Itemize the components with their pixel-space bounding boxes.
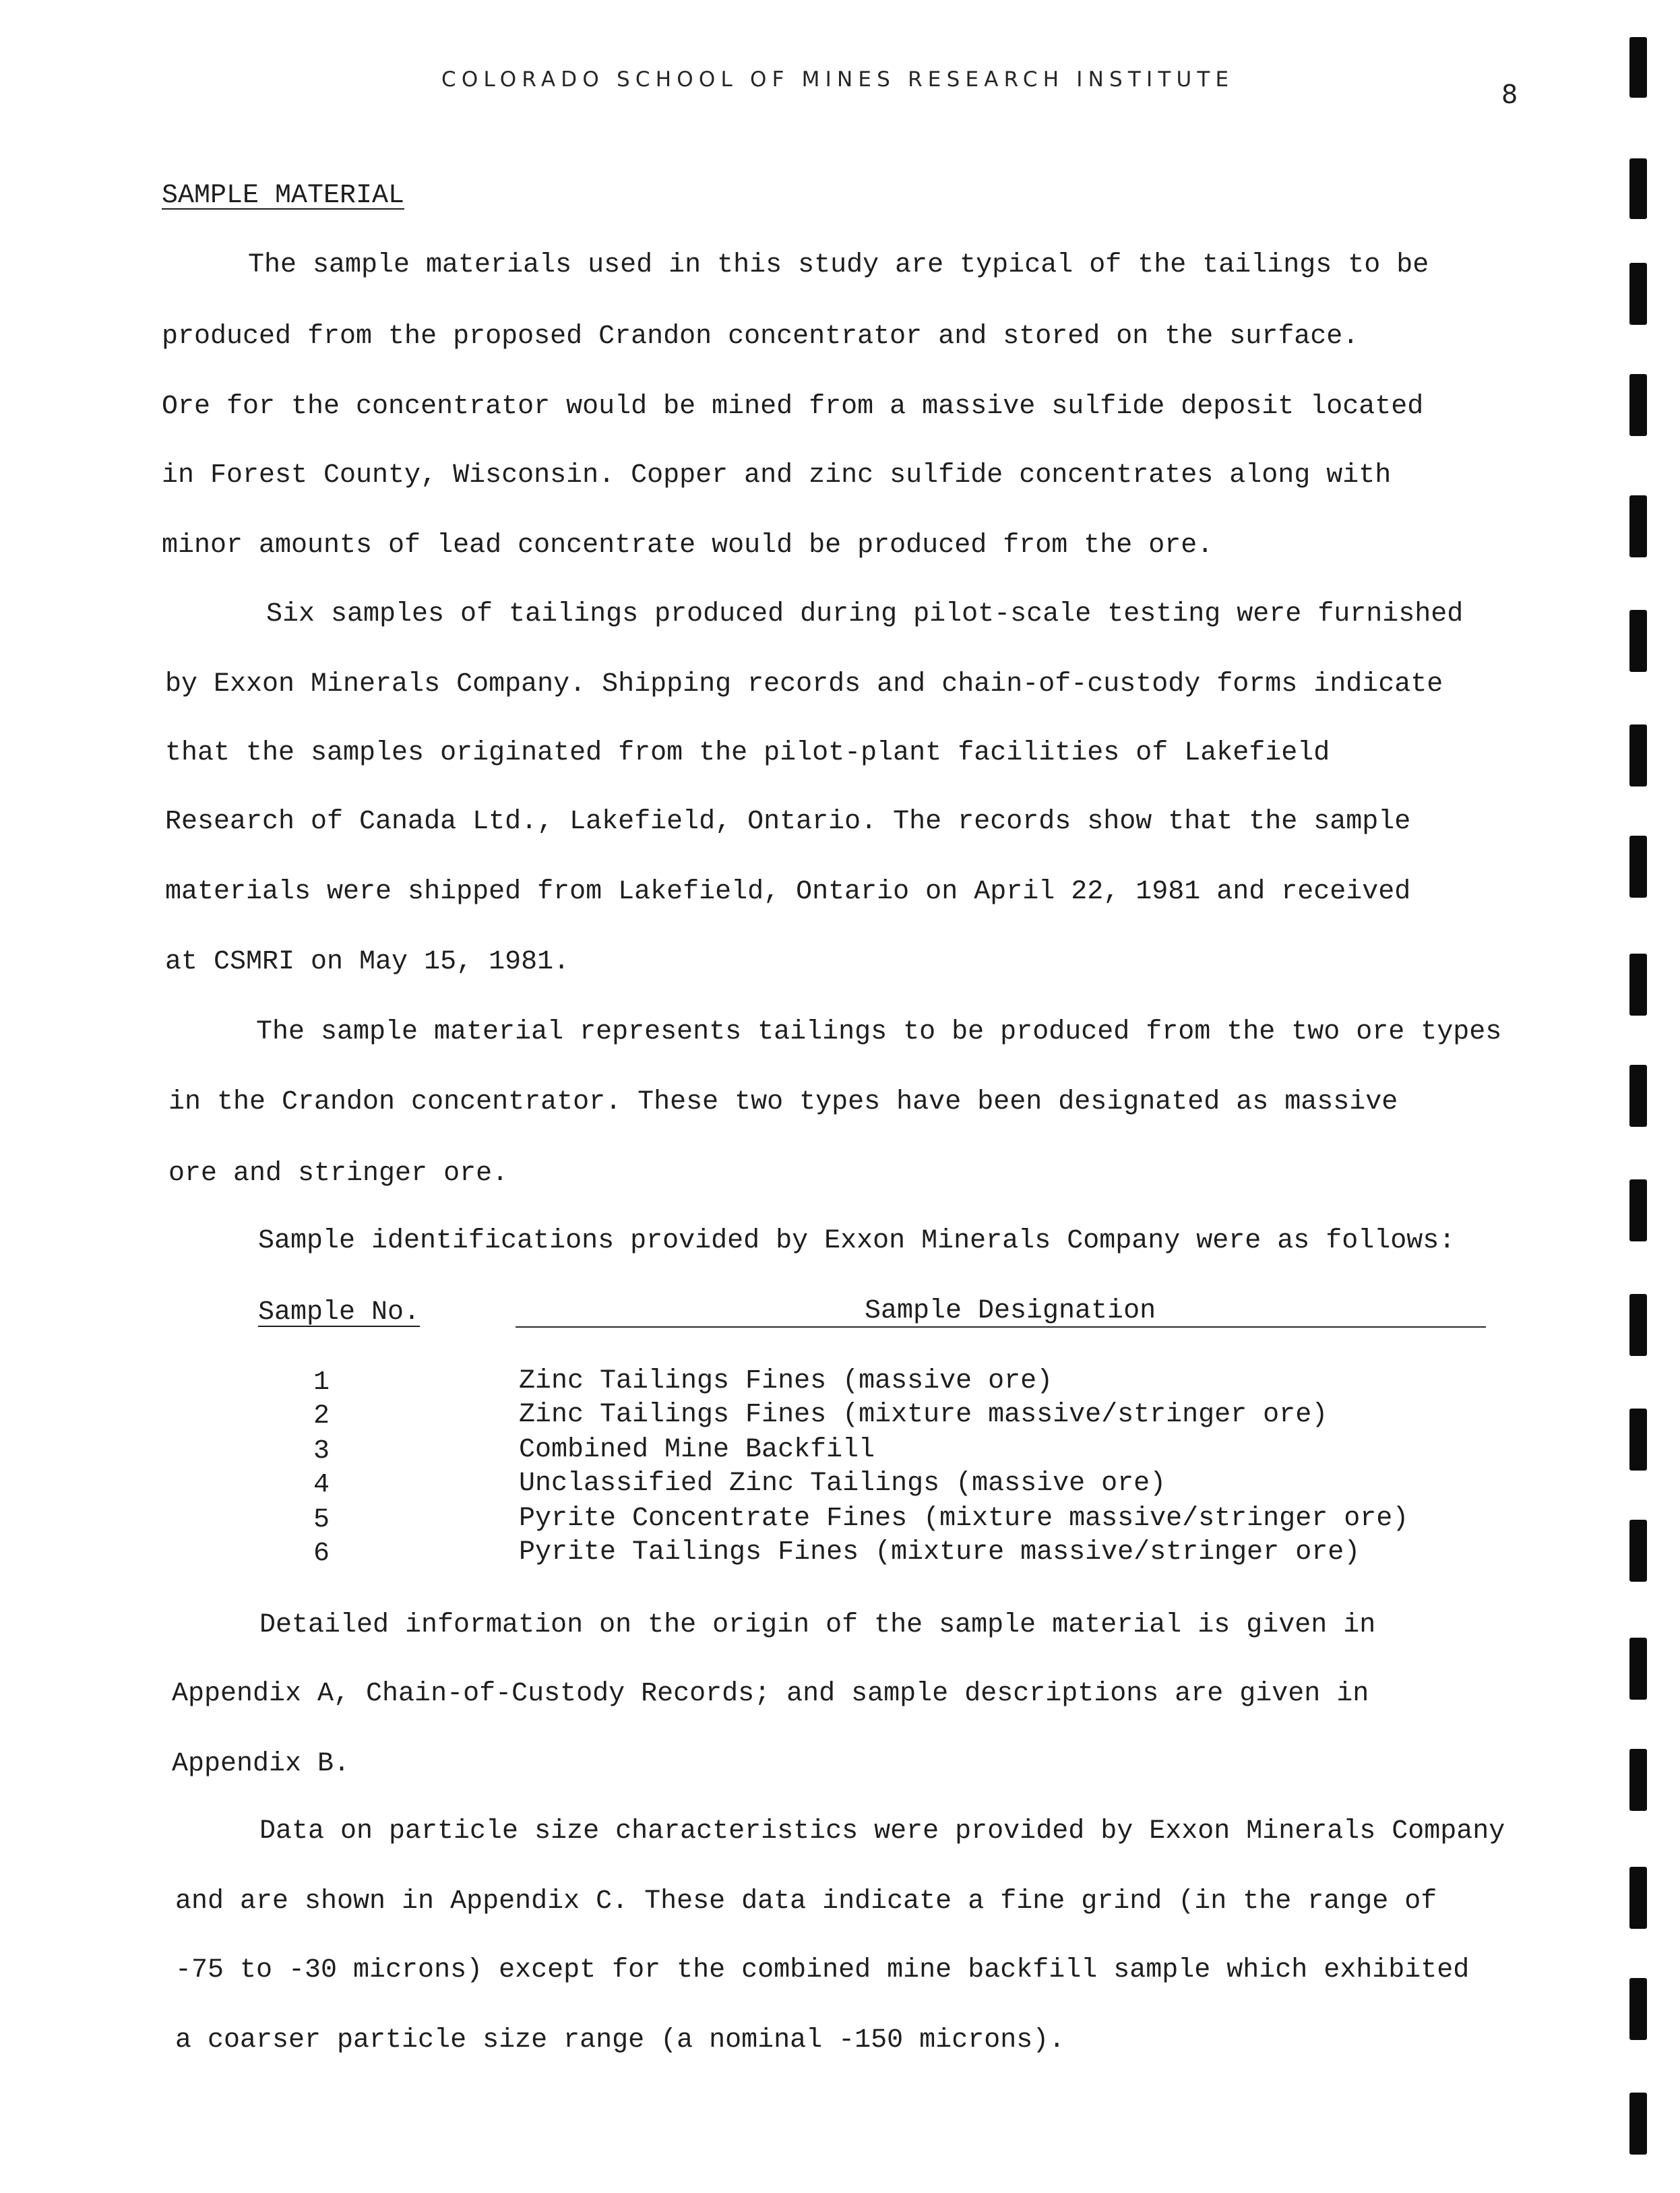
binding-mark bbox=[1629, 374, 1647, 436]
table-row-designation: Combined Mine Backfill bbox=[519, 1435, 875, 1465]
binding-mark bbox=[1629, 1749, 1647, 1811]
binding-mark bbox=[1629, 836, 1647, 898]
binding-mark bbox=[1629, 610, 1647, 672]
designation-header-rule bbox=[516, 1326, 1486, 1328]
paragraph-1-line-4: in Forest County, Wisconsin. Copper and zinc sulfide concentrates along with bbox=[162, 460, 1392, 491]
binding-mark bbox=[1629, 1065, 1647, 1127]
paragraph-1-line-5: minor amounts of lead concentrate would be produced from the ore. bbox=[162, 530, 1214, 561]
binding-mark bbox=[1629, 1520, 1647, 1582]
table-row-number: 4 bbox=[313, 1470, 330, 1500]
table-row-designation: Pyrite Tailings Fines (mixture massive/stringer ore) bbox=[519, 1537, 1361, 1568]
binding-mark bbox=[1629, 1978, 1647, 2040]
table-row-designation: Zinc Tailings Fines (massive ore) bbox=[519, 1366, 1053, 1396]
paragraph-2-line-4: Research of Canada Ltd., Lakefield, Ontario. The records show that the sample bbox=[165, 807, 1411, 837]
table-row-number: 3 bbox=[313, 1436, 330, 1466]
binding-mark bbox=[1629, 2093, 1647, 2155]
paragraph-6-line-1: Data on particle size characteristics were provided by Exxon Minerals Company bbox=[259, 1816, 1505, 1847]
table-row-number: 2 bbox=[313, 1401, 330, 1431]
binding-mark bbox=[1629, 1179, 1647, 1241]
binding-mark bbox=[1629, 724, 1647, 786]
table-row-designation: Unclassified Zinc Tailings (massive ore) bbox=[519, 1469, 1166, 1499]
paragraph-2-line-2: by Exxon Minerals Company. Shipping records and chain-of-custody forms indicate bbox=[165, 669, 1443, 700]
table-row-number: 6 bbox=[313, 1539, 330, 1569]
sample-no-header: Sample No. bbox=[258, 1297, 421, 1328]
binding-mark bbox=[1629, 37, 1647, 98]
paragraph-1-line-3: Ore for the concentrator would be mined from a massive sulfide deposit located bbox=[162, 392, 1424, 422]
paragraph-5-line-1: Detailed information on the origin of the sample material is given in bbox=[259, 1610, 1376, 1640]
binding-mark bbox=[1629, 1867, 1647, 1929]
paragraph-1-line-2: produced from the proposed Crandon concentrator and stored on the surface. bbox=[162, 321, 1359, 352]
binding-mark bbox=[1629, 1294, 1647, 1356]
sample-designation-header: Sample Designation bbox=[865, 1296, 1156, 1326]
table-row-number: 1 bbox=[313, 1367, 330, 1398]
binding-mark bbox=[1629, 954, 1647, 1016]
paragraph-6-line-4: a coarser particle size range (a nominal -150 microns). bbox=[175, 2025, 1065, 2056]
paragraph-5-line-2: Appendix A, Chain-of-Custody Records; and sample descriptions are given in bbox=[172, 1679, 1369, 1709]
paragraph-2-line-6: at CSMRI on May 15, 1981. bbox=[165, 947, 570, 977]
institute-header: COLORADO SCHOOL OF MINES RESEARCH INSTITUTE bbox=[441, 67, 1235, 92]
paragraph-3-line-2: in the Crandon concentrator. These two types have been designated as massive bbox=[168, 1087, 1398, 1117]
paragraph-5-line-3: Appendix B. bbox=[172, 1749, 350, 1779]
paragraph-4-line-1: Sample identifications provided by Exxon Minerals Company were as follows: bbox=[258, 1226, 1456, 1256]
binding-mark bbox=[1629, 1638, 1647, 1700]
paragraph-2-line-3: that the samples originated from the pilot-plant facilities of Lakefield bbox=[165, 738, 1330, 768]
paragraph-1-line-1: The sample materials used in this study are typical of the tailings to be bbox=[248, 250, 1429, 280]
paragraph-6-line-2: and are shown in Appendix C. These data indicate a fine grind (in the range of bbox=[175, 1886, 1437, 1917]
table-row-number: 5 bbox=[313, 1505, 330, 1535]
binding-mark bbox=[1629, 158, 1647, 219]
paragraph-3-line-3: ore and stringer ore. bbox=[168, 1159, 509, 1189]
table-row-designation: Zinc Tailings Fines (mixture massive/stringer ore) bbox=[519, 1400, 1328, 1430]
binding-mark bbox=[1629, 495, 1647, 557]
binding-mark bbox=[1629, 1409, 1647, 1471]
table-row-designation: Pyrite Concentrate Fines (mixture massive/stringer ore) bbox=[519, 1504, 1409, 1534]
page-number: 8 bbox=[1501, 80, 1518, 109]
paragraph-6-line-3: -75 to -30 microns) except for the combined mine backfill sample which exhibited bbox=[175, 1955, 1470, 1985]
section-heading: SAMPLE MATERIAL bbox=[162, 181, 405, 211]
paragraph-2-line-5: materials were shipped from Lakefield, Ontario on April 22, 1981 and received bbox=[165, 877, 1411, 907]
paragraph-2-line-1: Six samples of tailings produced during pilot-scale testing were furnished bbox=[266, 599, 1464, 629]
binding-mark bbox=[1629, 263, 1647, 325]
paragraph-3-line-1: The sample material represents tailings to be produced from the two ore types bbox=[256, 1017, 1502, 1047]
